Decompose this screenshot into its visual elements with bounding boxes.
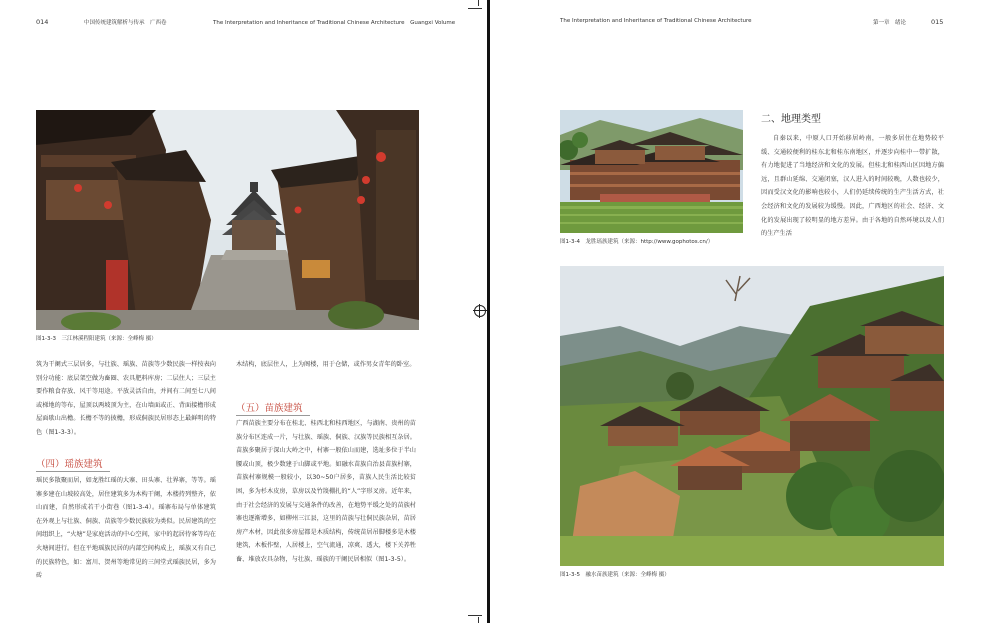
body-text-yao: 瑶民多散聚而居，如龙胜红瑶的大寨、田头寨、壮界寨，等等。瑶寨多建在山坡较高处，居住建筑多为木构干阑，木楼持列整齐，依山而建，自然形成若干小街巷（图1-3-4）。瑶寨布局与单体建筑在外观上与壮族、侗族、苗族等少数民族较为类似。民居建筑的空间组织上，“火塘”是家庭活动的中心空间，家中的起居待客等均在火塘间进行。但在平地瑶族民居的内部空间构成上，瑶族又有自己的民族特色，如：富川、贺州等地常见的三间堂式瑶族民居，多为砖: [36, 477, 216, 580]
photo-miao-village: [560, 266, 944, 566]
body-text-col2: 木结构，底层住人，上为阁楼，用于仓储，或作男女青年的卧室。: [236, 361, 416, 368]
figure-caption: 图1-3-3 三江林溪程阳建筑（来源：全峰梅 摄）: [36, 336, 157, 342]
running-header-en: The Interpretation and Inheritance of Traditional Chinese Architecture Guangxi Volume: [213, 20, 456, 26]
photo-yao-village: [560, 110, 743, 233]
section-underline: [36, 471, 110, 472]
section-underline: [236, 415, 310, 416]
section-heading-yao: （四）瑶族建筑: [36, 459, 103, 470]
body-text-miao: 广西苗族主要分布在桂北、桂西北和桂西地区，与湖南、贵州的苗族分布区连成一片，与壮族、瑶族、侗族、汉族等民族相互杂居。苗族多聚居于深山大岭之中，村寨一般依山而建，选址多位于半山腰或山顶，极少数建于山脚或平地。如融水苗族自治县苗族村寨，苗族村寨规模一般较小，以30~50户居多，苗族人民生活比较贫困，多为杉木皮房，草房以及竹篾棚扎的“人”字形叉房。近年来，由于社会经济的发展与交通条件的改善，在地势平缓之处的苗族村寨也逐渐增多，如柳州三江县，这里的苗族与壮侗民族杂居，苗居房产木材，因此很多房屋都是木质结构，传统苗居吊脚楼多是木楼建筑，木板作壁，人居楼上，空气流通，凉爽、透大，楼下关养牲畜、堆放农具杂物，与壮族、瑶族的干阑民居相似（图1-3-5）。: [236, 420, 416, 563]
section-heading-geography: 二、地理类型: [761, 114, 821, 125]
page-number: 014: [36, 18, 49, 26]
running-header-cn: 中国传统建筑解析与传承 广西卷: [84, 20, 167, 26]
body-text-geography: 自秦以来，中原人口开始移居岭南，一般多居住在地势较平缓、交通较便利的桂东北和桂东南地区，并逐步向桂中一带扩散，有力地促进了当地经济和文化的发展。但桂北和桂西山区因地方偏远，且群山延绵、交通闭塞，汉人进入的时间较晚，人数也较少，因而受汉文化的影响也较小，人们仍延续传统的生产生活方式，社会经济和文化的发展较为缓慢。因此，广西地区的社会、经济、文化的发展出现了较明显的地方差异。由于各地的自然环境以及人们的生产生活: [761, 135, 944, 238]
photo-village-street: [36, 110, 419, 330]
running-header-en: The Interpretation and Inheritance of Traditional Chinese Architecture: [560, 18, 752, 24]
section-heading-miao: （五）苗族建筑: [236, 403, 303, 414]
crop-mark: [478, 0, 479, 6]
page-number: 015: [931, 18, 944, 26]
figure-caption: 图1-3-5 融水苗族建筑（来源：全峰梅 摄）: [560, 572, 670, 578]
book-spine: [487, 0, 490, 623]
left-page: [0, 0, 488, 623]
right-page: [491, 0, 984, 623]
figure-caption: 图1-3-4 龙胜瑶族建筑（来源：http://www.gophotos.cn/）: [560, 239, 714, 245]
body-text-col1: 筑为干阑式三层居多，与壮族、瑶族、苗族等少数民族一样按表向别分功能：底层架空做为畜圈、农具肥料库房；二层住人；三层主要作粮食存放、风干等用途。平放灵活自由，并间有二间至七八间或梯地的等布，屋顶以两坡顶为主，在山墙面或正、背面接檐形成屋面歇山出檐。长檐不等的披檐，形成侗族民居形态上最鲜明的特色（图1-3-3）。: [36, 361, 216, 436]
crop-mark: [468, 8, 482, 9]
crop-mark: [468, 615, 482, 616]
registration-mark-icon: [474, 305, 486, 317]
crop-mark: [478, 617, 479, 623]
running-header-cn: 第一章 绪论: [873, 20, 907, 26]
